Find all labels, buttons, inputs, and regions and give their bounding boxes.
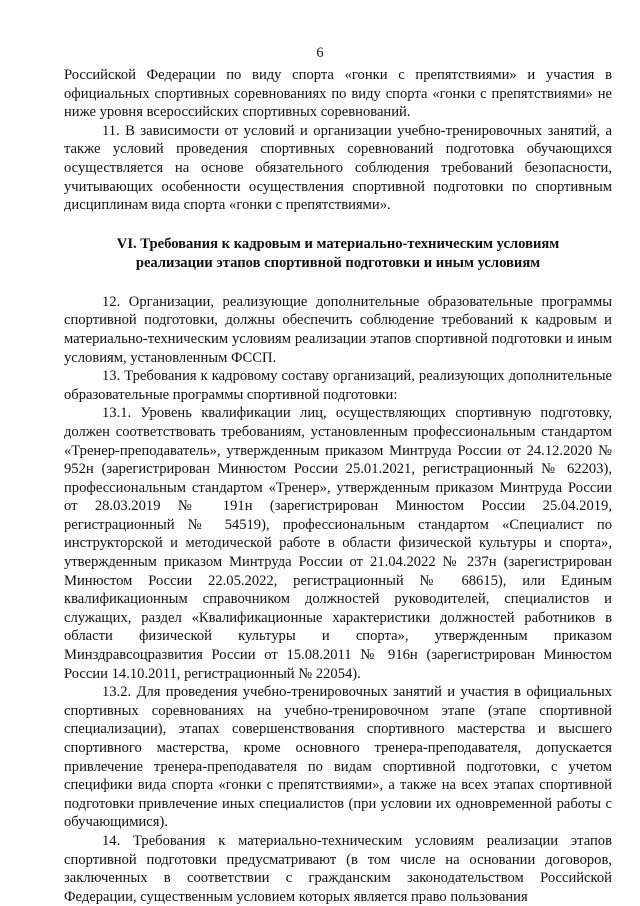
page-number: 6 (316, 45, 324, 61)
document-body (64, 66, 612, 906)
paragraph-intro: Российской Федерации по виду спорта «гонки с препятствиями» и участия в официальных спортивных соревнованиях по виду спорта «гонки с препятствиями» не ниже уровня всероссийских спортивных соревнований. (64, 67, 612, 121)
paragraph-13-2: 13.2. Для проведения учебно-тренировочных занятий и участия в официальных спортивных соревнованиях на учебно-тренировочном этапе (этапе спортивной специализации), этапах совершенствования спортивного мастерства и высшего спортивного мастерства, кроме основного тренера-преподавателя, допускается привлечение тренера-преподавателя по видам спортивной подготовки, с учетом специфики вида спорта «гонки с препятствиями», а также на всех этапах спортивной подготовки привлечение иных специалистов (при условии их одновременной работы с обучающимися). (64, 684, 612, 831)
paragraph-13-1: 13.1. Уровень квалификации лиц, осуществляющих спортивную подготовку, должен соответствовать требованиям, установленным профессиональным стандартом «Тренер-преподаватель», утвержденным приказом Минтруда России от 24.12.2020 № 952н (зарегистрирован Минюстом России 25.01.2021, регистрационный № 62203), профессиональным стандартом «Тренер», утвержденным приказом Минтруда России от 28.03.2019 № 191н (зарегистрирован Минюстом России 25.04.2019, регистрационный № 54519), профессиональным стандартом «Специалист по инструкторской и методической работе в области физической культуры и спорта», утвержденным приказом Минтруда России от 21.04.2022 № 237н (зарегистрирован Минюстом России 22.05.2022, регистрационный № 68615), или Единым квалификационным справочником должностей руководителей, специалистов и служащих, раздел «Квалификационные характеристики должностей работников в области физической культуры и спорта», утвержденным приказом Минздравсоцразвития России от 15.08.2011 № 916н (зарегистрирован Минюстом России 14.10.2011, регистрационный № 22054). (64, 405, 612, 682)
section-heading-line-1: VI. Требования к кадровым и материально-техническим условиям (116, 235, 560, 252)
paragraph-12: 12. Организации, реализующие дополнительные образовательные программы спортивной подготовки, должны обеспечить соблюдение требований к кадровым и материально-техническим условиям реализации этапов спортивной подготовки и иным условиям, установленным ФССП. (64, 293, 612, 366)
spacer (64, 215, 612, 235)
paragraph-13: 13. Требования к кадровому составу организаций, реализующих дополнительные образовательные программы спортивной подготовки: (64, 368, 612, 403)
section-heading (64, 235, 612, 273)
section-heading-line-2: реализации этапов спортивной подготовки и иным условиям (135, 254, 541, 271)
paragraph-14: 14. Требования к материально-техническим условиям реализации этапов спортивной подготовки предусматривают (в том числе на основании договоров, заключенных в соответствии с гражданским законодательством Российской Федерации, существенным условием которых является право пользования (64, 832, 612, 905)
spacer (64, 273, 612, 293)
paragraph-11: 11. В зависимости от условий и организации учебно-тренировочных занятий, а также условий проведения спортивных соревнований подготовка обучающихся осуществляется на основе обязательного соблюдения требований безопасности, учитывающих особенности осуществления спортивной подготовки по спортивным дисциплинам вида спорта «гонки с препятствиями». (64, 122, 612, 214)
